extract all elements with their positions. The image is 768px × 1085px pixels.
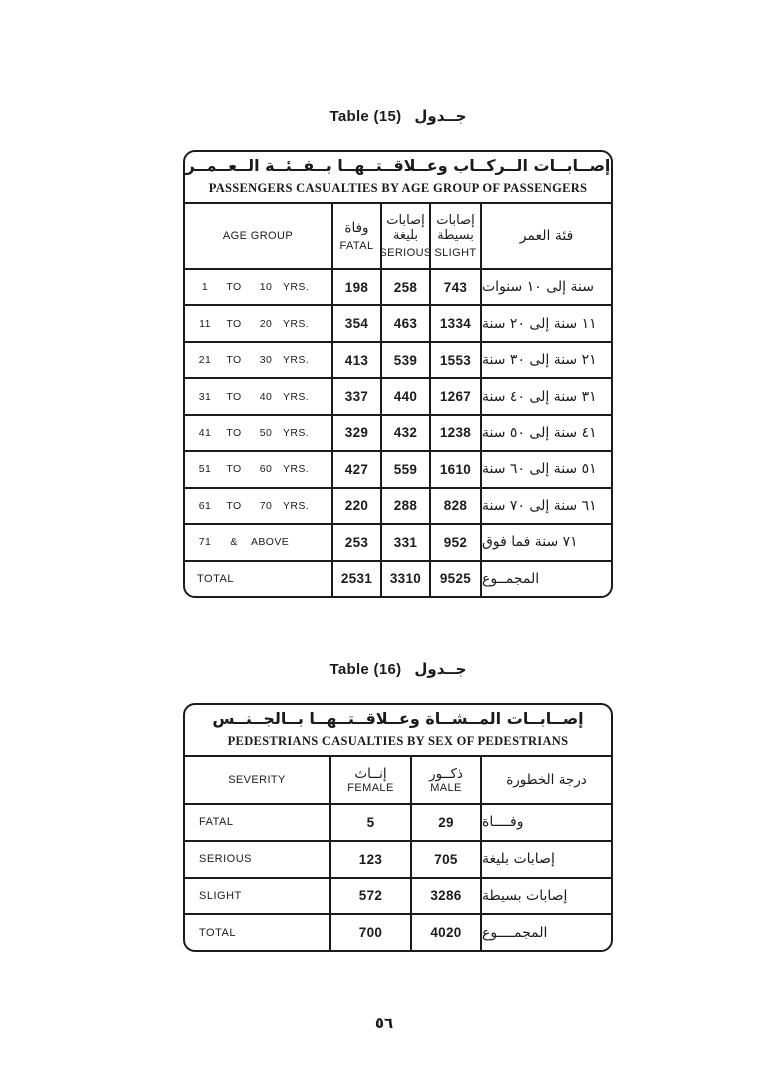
table15-fatal-value: 413 <box>331 341 380 377</box>
table15-serious-value: 331 <box>380 523 429 559</box>
table16-header-male: ذكــور MALE <box>410 757 480 803</box>
table15-serious-value: 288 <box>380 487 429 523</box>
page-number: ٥٦ <box>374 1014 394 1032</box>
table15-fatal-value: 354 <box>331 304 380 340</box>
table15-row-age: 71 & ABOVE <box>185 523 331 559</box>
table15-row-age: 51 TO 60 YRS. <box>185 450 331 486</box>
table15-age-ar: ٢١ سنة إلى ٣٠ سنة <box>480 341 611 377</box>
table15-header-slight: إصابات بسيطة SLIGHT <box>429 204 480 268</box>
table16-male-value: 29 <box>410 803 480 840</box>
table15-serious-value: 258 <box>380 268 429 304</box>
table15-fatal-value: 253 <box>331 523 380 559</box>
table16-header-severity: SEVERITY <box>228 774 286 786</box>
table15-slight-value: 952 <box>429 523 480 559</box>
table16-total-male: 4020 <box>410 913 480 950</box>
table15-caption-ar: جــدول <box>414 107 467 125</box>
table15-header-fatal: وفاة FATAL <box>331 204 380 268</box>
table16 <box>183 703 613 952</box>
table15-fatal-value: 337 <box>331 377 380 413</box>
table15-title-ar: إصــابــات الــركــاب وعــلاقــتــهــا بــفــئــة الــعــمــر <box>185 156 611 175</box>
table15 <box>183 150 613 598</box>
table16-severity-ar: إصابات بليغة <box>480 840 611 877</box>
table15-slight-value: 743 <box>429 268 480 304</box>
table16-total-label: TOTAL <box>185 913 329 950</box>
table15-slight-value: 828 <box>429 487 480 523</box>
table15-fatal-value: 198 <box>331 268 380 304</box>
table15-row-age: 61 TO 70 YRS. <box>185 487 331 523</box>
table15-grid <box>185 204 611 596</box>
table15-title-block <box>185 152 611 204</box>
table15-caption <box>183 103 613 129</box>
table15-row-age: 1 TO 10 YRS. <box>185 268 331 304</box>
table16-caption-en: Table (16) <box>329 660 402 678</box>
table16-severity-label: FATAL <box>185 803 329 840</box>
table16-total-female: 700 <box>329 913 410 950</box>
table15-total-label: TOTAL <box>185 560 331 596</box>
table15-age-ar: ٧١ سنة فما فوق <box>480 523 611 559</box>
table15-row-age: 11 TO 20 YRS. <box>185 304 331 340</box>
table15-slight-value: 1334 <box>429 304 480 340</box>
table15-header-serious: إصابات بليغة SERIOUS <box>380 204 429 268</box>
table15-fatal-value: 329 <box>331 414 380 450</box>
table15-age-ar: ٦١ سنة إلى ٧٠ سنة <box>480 487 611 523</box>
table16-title-ar: إصــابــات المــشــاة وعــلاقــتــهــا بــالجــنــس <box>212 709 584 728</box>
table15-slight-value: 1267 <box>429 377 480 413</box>
table15-total-ar: المجمــوع <box>480 560 611 596</box>
table16-grid <box>185 757 611 950</box>
table16-female-value: 5 <box>329 803 410 840</box>
table16-caption-ar: جــدول <box>414 660 467 678</box>
table15-serious-value: 463 <box>380 304 429 340</box>
table15-header-age-ar: فئة العمر <box>480 204 611 268</box>
table15-header-age-group: AGE GROUP <box>222 230 294 242</box>
table15-row-age: 21 TO 30 YRS. <box>185 341 331 377</box>
table16-male-value: 3286 <box>410 877 480 914</box>
table15-fatal-value: 427 <box>331 450 380 486</box>
table16-caption <box>183 656 613 682</box>
table16-male-value: 705 <box>410 840 480 877</box>
table15-age-ar: ٤١ سنة إلى ٥٠ سنة <box>480 414 611 450</box>
table16-female-value: 123 <box>329 840 410 877</box>
table15-slight-value: 1238 <box>429 414 480 450</box>
table15-age-ar: ١١ سنة إلى ٢٠ سنة <box>480 304 611 340</box>
table16-total-ar: المجمــــوع <box>480 913 611 950</box>
table15-total-fatal: 2531 <box>331 560 380 596</box>
table15-caption-en: Table (15) <box>329 107 402 125</box>
table16-severity-label: SERIOUS <box>185 840 329 877</box>
table16-title-en: PEDESTRIANS CASUALTIES BY SEX OF PEDESTRIANS <box>227 734 569 748</box>
table15-slight-value: 1610 <box>429 450 480 486</box>
table16-header-female: إنــاث FEMALE <box>329 757 410 803</box>
table16-title-block <box>185 705 611 757</box>
table16-severity-ar: وفــــاة <box>480 803 611 840</box>
table15-total-slight: 9525 <box>429 560 480 596</box>
table16-header-severity-ar: درجة الخطورة <box>480 757 611 803</box>
table15-row-age: 31 TO 40 YRS. <box>185 377 331 413</box>
table15-title-en: PASSENGERS CASUALTIES BY AGE GROUP OF PASSENGERS <box>208 181 588 195</box>
table16-severity-ar: إصابات بسيطة <box>480 877 611 914</box>
table15-row-age: 41 TO 50 YRS. <box>185 414 331 450</box>
table15-serious-value: 539 <box>380 341 429 377</box>
table15-serious-value: 440 <box>380 377 429 413</box>
table16-severity-label: SLIGHT <box>185 877 329 914</box>
table15-age-ar: سنة إلى ١٠ سنوات <box>480 268 611 304</box>
table15-serious-value: 432 <box>380 414 429 450</box>
table15-fatal-value: 220 <box>331 487 380 523</box>
table15-slight-value: 1553 <box>429 341 480 377</box>
table15-age-ar: ٥١ سنة إلى ٦٠ سنة <box>480 450 611 486</box>
table15-total-serious: 3310 <box>380 560 429 596</box>
table15-serious-value: 559 <box>380 450 429 486</box>
table15-age-ar: ٣١ سنة إلى ٤٠ سنة <box>480 377 611 413</box>
table16-female-value: 572 <box>329 877 410 914</box>
